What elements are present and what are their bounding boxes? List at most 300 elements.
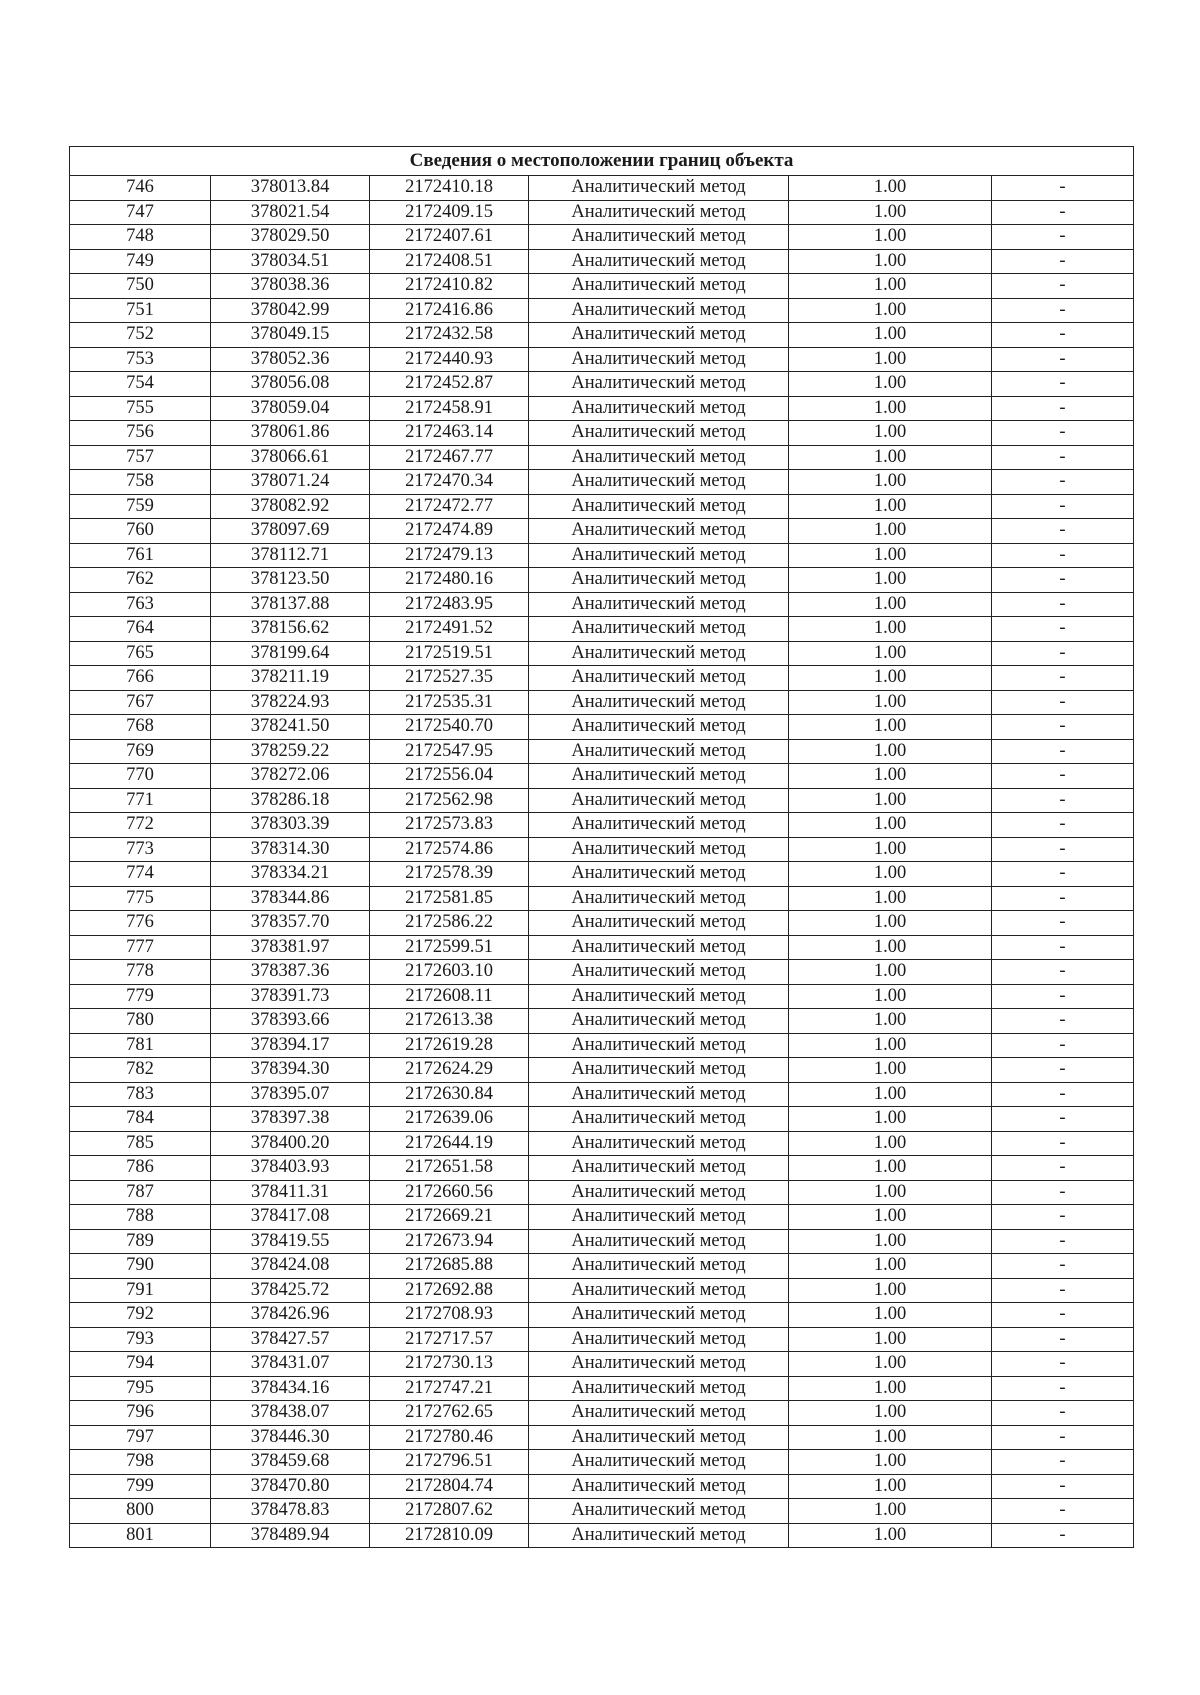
table-row: [70, 764, 1134, 789]
point-number-cell: 797: [70, 1425, 211, 1450]
table-row: [70, 298, 1134, 323]
method-cell: Аналитический метод: [529, 984, 789, 1009]
method-cell: Аналитический метод: [529, 1401, 789, 1426]
method-cell: Аналитический метод: [529, 1229, 789, 1254]
point-number-cell: 789: [70, 1229, 211, 1254]
table-row: [70, 666, 1134, 691]
table-row: [70, 225, 1134, 250]
method-cell: Аналитический метод: [529, 298, 789, 323]
y-coordinate-cell: 2172630.84: [370, 1082, 529, 1107]
x-coordinate-cell: 378259.22: [211, 739, 370, 764]
description-cell: -: [992, 1205, 1134, 1230]
table-row: [70, 813, 1134, 838]
description-cell: -: [992, 225, 1134, 250]
y-coordinate-cell: 2172586.22: [370, 911, 529, 936]
accuracy-cell: 1.00: [789, 225, 992, 250]
table-row: [70, 249, 1134, 274]
accuracy-cell: 1.00: [789, 764, 992, 789]
y-coordinate-cell: 2172574.86: [370, 837, 529, 862]
y-coordinate-cell: 2172578.39: [370, 862, 529, 887]
method-cell: Аналитический метод: [529, 837, 789, 862]
y-coordinate-cell: 2172470.34: [370, 470, 529, 495]
description-cell: -: [992, 396, 1134, 421]
point-number-cell: 776: [70, 911, 211, 936]
method-cell: Аналитический метод: [529, 641, 789, 666]
accuracy-cell: 1.00: [789, 592, 992, 617]
accuracy-cell: 1.00: [789, 176, 992, 201]
point-number-cell: 775: [70, 886, 211, 911]
table-row: [70, 1082, 1134, 1107]
accuracy-cell: 1.00: [789, 935, 992, 960]
accuracy-cell: 1.00: [789, 1107, 992, 1132]
y-coordinate-cell: 2172780.46: [370, 1425, 529, 1450]
method-cell: Аналитический метод: [529, 543, 789, 568]
point-number-cell: 800: [70, 1499, 211, 1524]
y-coordinate-cell: 2172639.06: [370, 1107, 529, 1132]
accuracy-cell: 1.00: [789, 788, 992, 813]
description-cell: -: [992, 935, 1134, 960]
x-coordinate-cell: 378049.15: [211, 323, 370, 348]
table-row: [70, 837, 1134, 862]
x-coordinate-cell: 378314.30: [211, 837, 370, 862]
method-cell: Аналитический метод: [529, 396, 789, 421]
description-cell: -: [992, 445, 1134, 470]
x-coordinate-cell: 378097.69: [211, 519, 370, 544]
accuracy-cell: 1.00: [789, 1229, 992, 1254]
table-row: [70, 1131, 1134, 1156]
accuracy-cell: 1.00: [789, 1082, 992, 1107]
x-coordinate-cell: 378061.86: [211, 421, 370, 446]
point-number-cell: 777: [70, 935, 211, 960]
point-number-cell: 788: [70, 1205, 211, 1230]
y-coordinate-cell: 2172796.51: [370, 1450, 529, 1475]
table-row: [70, 200, 1134, 225]
accuracy-cell: 1.00: [789, 1303, 992, 1328]
y-coordinate-cell: 2172479.13: [370, 543, 529, 568]
method-cell: Аналитический метод: [529, 1058, 789, 1083]
table-row: [70, 886, 1134, 911]
x-coordinate-cell: 378393.66: [211, 1009, 370, 1034]
accuracy-cell: 1.00: [789, 1033, 992, 1058]
description-cell: -: [992, 1425, 1134, 1450]
table-row: [70, 1499, 1134, 1524]
description-cell: -: [992, 1327, 1134, 1352]
description-cell: -: [992, 1474, 1134, 1499]
method-cell: Аналитический метод: [529, 1327, 789, 1352]
description-cell: -: [992, 1131, 1134, 1156]
accuracy-cell: 1.00: [789, 421, 992, 446]
point-number-cell: 754: [70, 372, 211, 397]
method-cell: Аналитический метод: [529, 617, 789, 642]
accuracy-cell: 1.00: [789, 323, 992, 348]
y-coordinate-cell: 2172603.10: [370, 960, 529, 985]
x-coordinate-cell: 378042.99: [211, 298, 370, 323]
accuracy-cell: 1.00: [789, 1009, 992, 1034]
table-row: [70, 396, 1134, 421]
point-number-cell: 772: [70, 813, 211, 838]
method-cell: Аналитический метод: [529, 886, 789, 911]
table-row: [70, 568, 1134, 593]
point-number-cell: 792: [70, 1303, 211, 1328]
point-number-cell: 795: [70, 1376, 211, 1401]
method-cell: Аналитический метод: [529, 1131, 789, 1156]
x-coordinate-cell: 378272.06: [211, 764, 370, 789]
description-cell: -: [992, 200, 1134, 225]
x-coordinate-cell: 378395.07: [211, 1082, 370, 1107]
point-number-cell: 748: [70, 225, 211, 250]
description-cell: -: [992, 837, 1134, 862]
accuracy-cell: 1.00: [789, 666, 992, 691]
x-coordinate-cell: 378381.97: [211, 935, 370, 960]
description-cell: -: [992, 690, 1134, 715]
y-coordinate-cell: 2172452.87: [370, 372, 529, 397]
x-coordinate-cell: 378387.36: [211, 960, 370, 985]
accuracy-cell: 1.00: [789, 494, 992, 519]
accuracy-cell: 1.00: [789, 1474, 992, 1499]
x-coordinate-cell: 378400.20: [211, 1131, 370, 1156]
point-number-cell: 758: [70, 470, 211, 495]
method-cell: Аналитический метод: [529, 470, 789, 495]
y-coordinate-cell: 2172747.21: [370, 1376, 529, 1401]
x-coordinate-cell: 378411.31: [211, 1180, 370, 1205]
method-cell: Аналитический метод: [529, 739, 789, 764]
point-number-cell: 752: [70, 323, 211, 348]
point-number-cell: 791: [70, 1278, 211, 1303]
y-coordinate-cell: 2172581.85: [370, 886, 529, 911]
x-coordinate-cell: 378286.18: [211, 788, 370, 813]
description-cell: -: [992, 1033, 1134, 1058]
point-number-cell: 779: [70, 984, 211, 1009]
y-coordinate-cell: 2172540.70: [370, 715, 529, 740]
y-coordinate-cell: 2172491.52: [370, 617, 529, 642]
point-number-cell: 787: [70, 1180, 211, 1205]
point-number-cell: 783: [70, 1082, 211, 1107]
table-row: [70, 960, 1134, 985]
x-coordinate-cell: 378470.80: [211, 1474, 370, 1499]
method-cell: Аналитический метод: [529, 519, 789, 544]
table-row: [70, 347, 1134, 372]
x-coordinate-cell: 378303.39: [211, 813, 370, 838]
table-row: [70, 592, 1134, 617]
point-number-cell: 753: [70, 347, 211, 372]
y-coordinate-cell: 2172708.93: [370, 1303, 529, 1328]
table-row: [70, 1278, 1134, 1303]
table-title-row: [70, 147, 1134, 176]
description-cell: -: [992, 1082, 1134, 1107]
y-coordinate-cell: 2172685.88: [370, 1254, 529, 1279]
point-number-cell: 782: [70, 1058, 211, 1083]
x-coordinate-cell: 378034.51: [211, 249, 370, 274]
point-number-cell: 755: [70, 396, 211, 421]
description-cell: -: [992, 176, 1134, 201]
description-cell: -: [992, 1499, 1134, 1524]
x-coordinate-cell: 378344.86: [211, 886, 370, 911]
y-coordinate-cell: 2172480.16: [370, 568, 529, 593]
x-coordinate-cell: 378434.16: [211, 1376, 370, 1401]
description-cell: -: [992, 666, 1134, 691]
table-row: [70, 519, 1134, 544]
method-cell: Аналитический метод: [529, 862, 789, 887]
accuracy-cell: 1.00: [789, 739, 992, 764]
accuracy-cell: 1.00: [789, 1180, 992, 1205]
y-coordinate-cell: 2172440.93: [370, 347, 529, 372]
description-cell: -: [992, 715, 1134, 740]
method-cell: Аналитический метод: [529, 1352, 789, 1377]
description-cell: -: [992, 470, 1134, 495]
method-cell: Аналитический метод: [529, 1278, 789, 1303]
table-row: [70, 421, 1134, 446]
accuracy-cell: 1.00: [789, 372, 992, 397]
method-cell: Аналитический метод: [529, 347, 789, 372]
table-row: [70, 1156, 1134, 1181]
point-number-cell: 762: [70, 568, 211, 593]
y-coordinate-cell: 2172472.77: [370, 494, 529, 519]
table-row: [70, 1450, 1134, 1475]
description-cell: -: [992, 1058, 1134, 1083]
x-coordinate-cell: 378056.08: [211, 372, 370, 397]
table-row: [70, 1107, 1134, 1132]
accuracy-cell: 1.00: [789, 519, 992, 544]
method-cell: Аналитический метод: [529, 1523, 789, 1548]
accuracy-cell: 1.00: [789, 274, 992, 299]
method-cell: Аналитический метод: [529, 1254, 789, 1279]
point-number-cell: 799: [70, 1474, 211, 1499]
accuracy-cell: 1.00: [789, 396, 992, 421]
table-row: [70, 1180, 1134, 1205]
accuracy-cell: 1.00: [789, 1058, 992, 1083]
y-coordinate-cell: 2172660.56: [370, 1180, 529, 1205]
x-coordinate-cell: 378391.73: [211, 984, 370, 1009]
description-cell: -: [992, 274, 1134, 299]
point-number-cell: 780: [70, 1009, 211, 1034]
accuracy-cell: 1.00: [789, 1499, 992, 1524]
table-title: Сведения о местоположении границ объекта: [70, 147, 1134, 176]
method-cell: Аналитический метод: [529, 813, 789, 838]
point-number-cell: 761: [70, 543, 211, 568]
table-row: [70, 274, 1134, 299]
table-row: [70, 1327, 1134, 1352]
description-cell: -: [992, 739, 1134, 764]
y-coordinate-cell: 2172474.89: [370, 519, 529, 544]
table-row: [70, 445, 1134, 470]
point-number-cell: 781: [70, 1033, 211, 1058]
point-number-cell: 773: [70, 837, 211, 862]
table-row: [70, 1401, 1134, 1426]
table-row: [70, 1376, 1134, 1401]
x-coordinate-cell: 378403.93: [211, 1156, 370, 1181]
point-number-cell: 759: [70, 494, 211, 519]
point-number-cell: 766: [70, 666, 211, 691]
table-row: [70, 1229, 1134, 1254]
y-coordinate-cell: 2172810.09: [370, 1523, 529, 1548]
y-coordinate-cell: 2172644.19: [370, 1131, 529, 1156]
x-coordinate-cell: 378426.96: [211, 1303, 370, 1328]
accuracy-cell: 1.00: [789, 1131, 992, 1156]
x-coordinate-cell: 378021.54: [211, 200, 370, 225]
description-cell: -: [992, 249, 1134, 274]
method-cell: Аналитический метод: [529, 176, 789, 201]
method-cell: Аналитический метод: [529, 445, 789, 470]
x-coordinate-cell: 378123.50: [211, 568, 370, 593]
description-cell: -: [992, 347, 1134, 372]
description-cell: -: [992, 813, 1134, 838]
description-cell: -: [992, 1107, 1134, 1132]
description-cell: -: [992, 592, 1134, 617]
x-coordinate-cell: 378459.68: [211, 1450, 370, 1475]
method-cell: Аналитический метод: [529, 1450, 789, 1475]
x-coordinate-cell: 378224.93: [211, 690, 370, 715]
accuracy-cell: 1.00: [789, 641, 992, 666]
description-cell: -: [992, 984, 1134, 1009]
accuracy-cell: 1.00: [789, 960, 992, 985]
x-coordinate-cell: 378059.04: [211, 396, 370, 421]
x-coordinate-cell: 378241.50: [211, 715, 370, 740]
x-coordinate-cell: 378071.24: [211, 470, 370, 495]
table-row: [70, 1425, 1134, 1450]
x-coordinate-cell: 378424.08: [211, 1254, 370, 1279]
accuracy-cell: 1.00: [789, 862, 992, 887]
accuracy-cell: 1.00: [789, 1376, 992, 1401]
document-page: [69, 146, 1133, 1548]
description-cell: -: [992, 1278, 1134, 1303]
method-cell: Аналитический метод: [529, 323, 789, 348]
description-cell: -: [992, 788, 1134, 813]
method-cell: Аналитический метод: [529, 690, 789, 715]
accuracy-cell: 1.00: [789, 200, 992, 225]
y-coordinate-cell: 2172432.58: [370, 323, 529, 348]
x-coordinate-cell: 378489.94: [211, 1523, 370, 1548]
method-cell: Аналитический метод: [529, 666, 789, 691]
table-row: [70, 1058, 1134, 1083]
point-number-cell: 769: [70, 739, 211, 764]
point-number-cell: 785: [70, 1131, 211, 1156]
method-cell: Аналитический метод: [529, 372, 789, 397]
point-number-cell: 749: [70, 249, 211, 274]
accuracy-cell: 1.00: [789, 298, 992, 323]
accuracy-cell: 1.00: [789, 1401, 992, 1426]
accuracy-cell: 1.00: [789, 984, 992, 1009]
x-coordinate-cell: 378211.19: [211, 666, 370, 691]
point-number-cell: 767: [70, 690, 211, 715]
table-row: [70, 984, 1134, 1009]
x-coordinate-cell: 378425.72: [211, 1278, 370, 1303]
y-coordinate-cell: 2172408.51: [370, 249, 529, 274]
y-coordinate-cell: 2172519.51: [370, 641, 529, 666]
method-cell: Аналитический метод: [529, 1082, 789, 1107]
table-row: [70, 1009, 1134, 1034]
point-number-cell: 760: [70, 519, 211, 544]
description-cell: -: [992, 1180, 1134, 1205]
method-cell: Аналитический метод: [529, 494, 789, 519]
accuracy-cell: 1.00: [789, 1254, 992, 1279]
method-cell: Аналитический метод: [529, 1180, 789, 1205]
accuracy-cell: 1.00: [789, 1425, 992, 1450]
point-number-cell: 751: [70, 298, 211, 323]
y-coordinate-cell: 2172624.29: [370, 1058, 529, 1083]
description-cell: -: [992, 617, 1134, 642]
table-row: [70, 470, 1134, 495]
method-cell: Аналитический метод: [529, 1107, 789, 1132]
y-coordinate-cell: 2172407.61: [370, 225, 529, 250]
accuracy-cell: 1.00: [789, 1156, 992, 1181]
y-coordinate-cell: 2172651.58: [370, 1156, 529, 1181]
y-coordinate-cell: 2172562.98: [370, 788, 529, 813]
accuracy-cell: 1.00: [789, 911, 992, 936]
table-row: [70, 1474, 1134, 1499]
y-coordinate-cell: 2172527.35: [370, 666, 529, 691]
accuracy-cell: 1.00: [789, 1352, 992, 1377]
method-cell: Аналитический метод: [529, 935, 789, 960]
accuracy-cell: 1.00: [789, 886, 992, 911]
y-coordinate-cell: 2172573.83: [370, 813, 529, 838]
x-coordinate-cell: 378357.70: [211, 911, 370, 936]
method-cell: Аналитический метод: [529, 1009, 789, 1034]
table-row: [70, 1033, 1134, 1058]
table-row: [70, 1205, 1134, 1230]
x-coordinate-cell: 378029.50: [211, 225, 370, 250]
y-coordinate-cell: 2172673.94: [370, 1229, 529, 1254]
point-number-cell: 778: [70, 960, 211, 985]
point-number-cell: 770: [70, 764, 211, 789]
table-row: [70, 935, 1134, 960]
point-number-cell: 768: [70, 715, 211, 740]
accuracy-cell: 1.00: [789, 1523, 992, 1548]
y-coordinate-cell: 2172547.95: [370, 739, 529, 764]
boundary-coordinates-table: [69, 146, 1134, 1548]
y-coordinate-cell: 2172416.86: [370, 298, 529, 323]
y-coordinate-cell: 2172730.13: [370, 1352, 529, 1377]
y-coordinate-cell: 2172804.74: [370, 1474, 529, 1499]
accuracy-cell: 1.00: [789, 1278, 992, 1303]
accuracy-cell: 1.00: [789, 813, 992, 838]
description-cell: -: [992, 421, 1134, 446]
x-coordinate-cell: 378199.64: [211, 641, 370, 666]
accuracy-cell: 1.00: [789, 617, 992, 642]
description-cell: -: [992, 568, 1134, 593]
method-cell: Аналитический метод: [529, 421, 789, 446]
point-number-cell: 765: [70, 641, 211, 666]
x-coordinate-cell: 378082.92: [211, 494, 370, 519]
x-coordinate-cell: 378478.83: [211, 1499, 370, 1524]
method-cell: Аналитический метод: [529, 960, 789, 985]
table-row: [70, 641, 1134, 666]
x-coordinate-cell: 378334.21: [211, 862, 370, 887]
x-coordinate-cell: 378038.36: [211, 274, 370, 299]
table-row: [70, 372, 1134, 397]
table-row: [70, 690, 1134, 715]
point-number-cell: 801: [70, 1523, 211, 1548]
y-coordinate-cell: 2172483.95: [370, 592, 529, 617]
method-cell: Аналитический метод: [529, 1033, 789, 1058]
method-cell: Аналитический метод: [529, 1474, 789, 1499]
y-coordinate-cell: 2172762.65: [370, 1401, 529, 1426]
description-cell: -: [992, 323, 1134, 348]
description-cell: -: [992, 1352, 1134, 1377]
description-cell: -: [992, 641, 1134, 666]
description-cell: -: [992, 1450, 1134, 1475]
table-row: [70, 862, 1134, 887]
method-cell: Аналитический метод: [529, 274, 789, 299]
description-cell: -: [992, 764, 1134, 789]
accuracy-cell: 1.00: [789, 690, 992, 715]
accuracy-cell: 1.00: [789, 249, 992, 274]
description-cell: -: [992, 543, 1134, 568]
description-cell: -: [992, 862, 1134, 887]
x-coordinate-cell: 378156.62: [211, 617, 370, 642]
table-row: [70, 1352, 1134, 1377]
x-coordinate-cell: 378446.30: [211, 1425, 370, 1450]
accuracy-cell: 1.00: [789, 445, 992, 470]
